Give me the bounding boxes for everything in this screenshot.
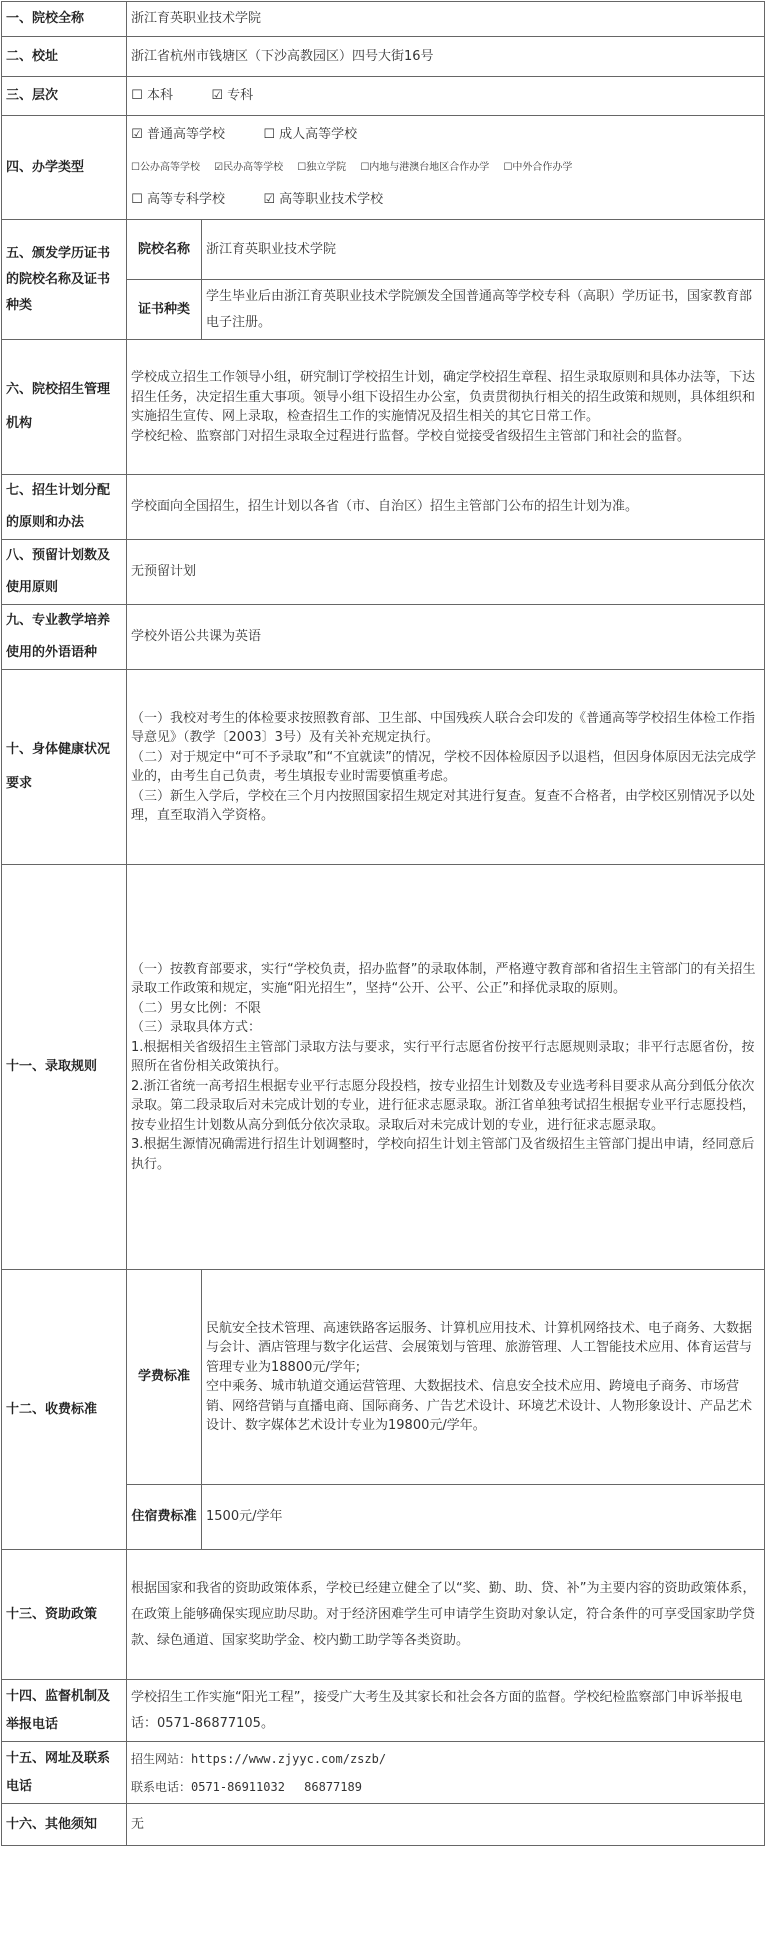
row-school-type: [2, 116, 765, 220]
row-address: [2, 37, 765, 77]
row-level: [2, 77, 765, 116]
option-text: 公办高等学校: [139, 162, 200, 173]
type-option-private: [214, 148, 283, 188]
row-tuition: [2, 1270, 765, 1485]
admission-office-value: [127, 340, 765, 475]
row-label: 十六、其他须知: [2, 1804, 127, 1846]
admission-info-table: [1, 1, 765, 1846]
admission-rules-value: [127, 865, 765, 1270]
paragraph: 学校成立招生工作领导小组，研究制订学校招生计划，确定学校招生章程、招生录取原则和具体办法等，下达招生任务，决定招生重大事项。领导小组下设招生办公室，负责贯彻执行相关的招生政策和规则，具体组织和实施招生宣传、网上录取，检查招生工作的实施情况及招生相关的其它日常工作。: [131, 370, 756, 424]
row-certificate-issuer: [2, 220, 765, 280]
option-text: 专科: [227, 88, 254, 104]
paragraph: （二）对于规定中“可不予录取”和“不宜就读”的情况，学校不因体检原因予以退档，但因身体原因无法完成学业的，由考生自己负责，考生填报专业时需要慎重考虑。: [131, 749, 756, 784]
row-label: 十、身体健康状况要求: [2, 670, 127, 865]
row-label: 十三、资助政策: [2, 1550, 127, 1680]
other-notes-value: 无: [127, 1804, 765, 1846]
row-financial-aid: [2, 1550, 765, 1680]
tuition-value: [202, 1270, 765, 1485]
paragraph: （三）新生入学后，学校在三个月内按照国家招生规定对其进行复查。复查不合格者，由学校区别情况予以处理，直至取消入学资格。: [131, 788, 756, 823]
type-option-sino-foreign: [503, 148, 572, 188]
paragraph: 3.根据生源情况确需进行招生计划调整时，学校向招生计划主管部门及省级招生主管部门提出申请，经同意后执行。: [131, 1137, 755, 1172]
type-option-independent: [297, 148, 346, 188]
option-text: 独立学院: [306, 162, 347, 173]
row-plan-allocation: [2, 475, 765, 540]
type-option-adult: [263, 123, 357, 147]
option-text: 本科: [147, 88, 174, 104]
checkbox-unchecked-icon: ☐: [131, 162, 140, 173]
sub-label: 证书种类: [127, 280, 202, 340]
row-label: 九、专业教学培养使用的外语语种: [2, 605, 127, 670]
option-text: 民办高等学校: [223, 162, 284, 173]
row-contact: [2, 1742, 765, 1804]
type-option-vocational: [263, 188, 383, 212]
supervision-value: 学校招生工作实施“阳光工程”，接受广大考生及其家长和社会各方面的监督。学校纪检监察部门申诉举报电话：0571-86877105。: [127, 1680, 765, 1742]
row-label: 十二、收费标准: [2, 1270, 127, 1550]
option-text: 高等职业技术学校: [279, 192, 384, 207]
school-name-value: 浙江育英职业技术学院: [127, 2, 765, 37]
admission-website: 招生网站：https://www.zjyyc.com/zszb/: [131, 1751, 387, 1766]
reserved-plan-value: 无预留计划: [127, 540, 765, 605]
foreign-language-value: 学校外语公共课为英语: [127, 605, 765, 670]
row-supervision: [2, 1680, 765, 1742]
address-value: 浙江省杭州市钱塘区（下沙高教园区）四号大街16号: [127, 37, 765, 77]
health-requirements-value: [127, 670, 765, 865]
row-label: 八、预留计划数及使用原则: [2, 540, 127, 605]
financial-aid-value: 根据国家和我省的资助政策体系，学校已经建立健全了以“奖、勤、助、贷、补”为主要内容的资助政策体系，在政策上能够确保实现应助尽助。对于经济困难学生可申请学生资助对象认定，符合条件的可享受国家助学贷款、绿色通道、国家奖助学金、校内勤工助学等各类资助。: [127, 1550, 765, 1680]
contact-value: [127, 1742, 765, 1804]
checkbox-unchecked-icon: ☐: [297, 162, 307, 173]
row-admission-office: [2, 340, 765, 475]
checkbox-checked-icon: ☑: [263, 192, 275, 207]
option-text: 高等专科学校: [147, 192, 226, 207]
paragraph: 学校纪检、监察部门对招生录取全过程进行监督。学校自觉接受省级招生主管部门和社会的监督。: [131, 428, 691, 444]
paragraph: （二）男女比例：不限: [131, 1000, 262, 1016]
level-option-undergrad: [131, 86, 173, 106]
row-admission-rules: [2, 865, 765, 1270]
row-reserved-plan: [2, 540, 765, 605]
accommodation-value: 1500元/学年: [202, 1485, 765, 1550]
row-label: 十四、监督机制及举报电话: [2, 1680, 127, 1742]
level-options: [127, 77, 765, 116]
paragraph: 空中乘务、城市轨道交通运营管理、大数据技术、信息安全技术应用、跨境电子商务、市场营销、网络营销与直播电商、国际商务、广告艺术设计、环境艺术设计、人物形象设计、产品艺术设计、数字媒体艺术设计专业为19800元/学年。: [206, 1379, 753, 1433]
sub-label: 学费标准: [127, 1270, 202, 1485]
row-label: 七、招生计划分配的原则和办法: [2, 475, 127, 540]
checkbox-unchecked-icon: ☐: [263, 127, 275, 142]
row-school-name: [2, 2, 765, 37]
checkbox-unchecked-icon: ☐: [360, 162, 370, 173]
checkbox-unchecked-icon: ☐: [131, 192, 143, 207]
sub-label: 住宿费标准: [127, 1485, 202, 1550]
certificate-type-value: 学生毕业后由浙江育英职业技术学院颁发全国普通高等学校专科（高职）学历证书，国家教育部电子注册。: [202, 280, 765, 340]
paragraph: 2.浙江省统一高考招生根据专业平行志愿分段投档，按专业招生计划数及专业选考科目要求从高分到低分依次录取。第二段录取后对未完成计划的专业，进行征求志愿录取。浙江省单独考试招生根据专业平行志愿投档，按专业招生计划数从高分到低分依次录取。录取后对未完成计划的专业，进行征求志愿录取。: [131, 1078, 756, 1133]
paragraph: 民航安全技术管理、高速铁路客运服务、计算机应用技术、计算机网络技术、电子商务、大数据与会计、酒店管理与数字化运营、会展策划与管理、旅游管理、人工智能技术应用、体育运营与管理专业为18800元/学年;: [206, 1320, 753, 1375]
type-option-public: [131, 148, 200, 188]
type-option-college: [131, 188, 225, 212]
checkbox-checked-icon: ☑: [211, 88, 223, 104]
row-label: 六、院校招生管理机构: [2, 340, 127, 475]
row-label: 一、院校全称: [2, 2, 127, 37]
row-label: 三、层次: [2, 77, 127, 116]
sub-label: 院校名称: [127, 220, 202, 280]
paragraph: （一）我校对考生的体检要求按照教育部、卫生部、中国残疾人联合会印发的《普通高等学校招生体检工作指导意见》（教学〔2003〕3号）及有关补充规定执行。: [131, 710, 756, 745]
plan-allocation-value: 学校面向全国招生，招生计划以各省（市、自治区）招生主管部门公布的招生计划为准。: [127, 475, 765, 540]
row-label: 五、颁发学历证书的院校名称及证书种类: [2, 220, 127, 340]
level-option-college: [211, 86, 253, 106]
paragraph: （三）录取具体方式：: [131, 1020, 262, 1036]
option-text: 成人高等学校: [279, 127, 358, 142]
checkbox-unchecked-icon: ☐: [131, 88, 143, 104]
row-label: 四、办学类型: [2, 116, 127, 220]
checkbox-checked-icon: ☑: [214, 162, 224, 173]
option-text: 中外合作办学: [512, 162, 573, 173]
type-option-regular: [131, 123, 225, 147]
certificate-school-value: 浙江育英职业技术学院: [202, 220, 765, 280]
paragraph: 1.根据相关省级招生主管部门录取方法与要求，实行平行志愿省份按平行志愿规则录取；非平行志愿省份，按照所在省份相关政策执行。: [131, 1039, 755, 1075]
school-type-options: [127, 116, 765, 220]
row-label: 二、校址: [2, 37, 127, 77]
row-foreign-language: [2, 605, 765, 670]
paragraph: （一）按教育部要求，实行“学校负责，招办监督”的录取体制，严格遵守教育部和省招生主管部门的有关招生录取工作政策和规定，实施“阳光招生”，坚持“公开、公平、公正”和择优录取的原则。: [131, 961, 756, 997]
checkbox-checked-icon: ☑: [131, 127, 143, 142]
row-other-notes: [2, 1804, 765, 1846]
row-label: 十五、网址及联系电话: [2, 1742, 127, 1804]
row-health-requirements: [2, 670, 765, 865]
row-label: 十一、录取规则: [2, 865, 127, 1270]
option-text: 普通高等学校: [147, 127, 226, 142]
checkbox-unchecked-icon: ☐: [503, 162, 513, 173]
option-text: 内地与港澳台地区合作办学: [369, 162, 490, 173]
type-option-hk-macau-tw: [360, 148, 489, 188]
contact-phone: 联系电话：0571-86911032 86877189: [131, 1779, 362, 1794]
